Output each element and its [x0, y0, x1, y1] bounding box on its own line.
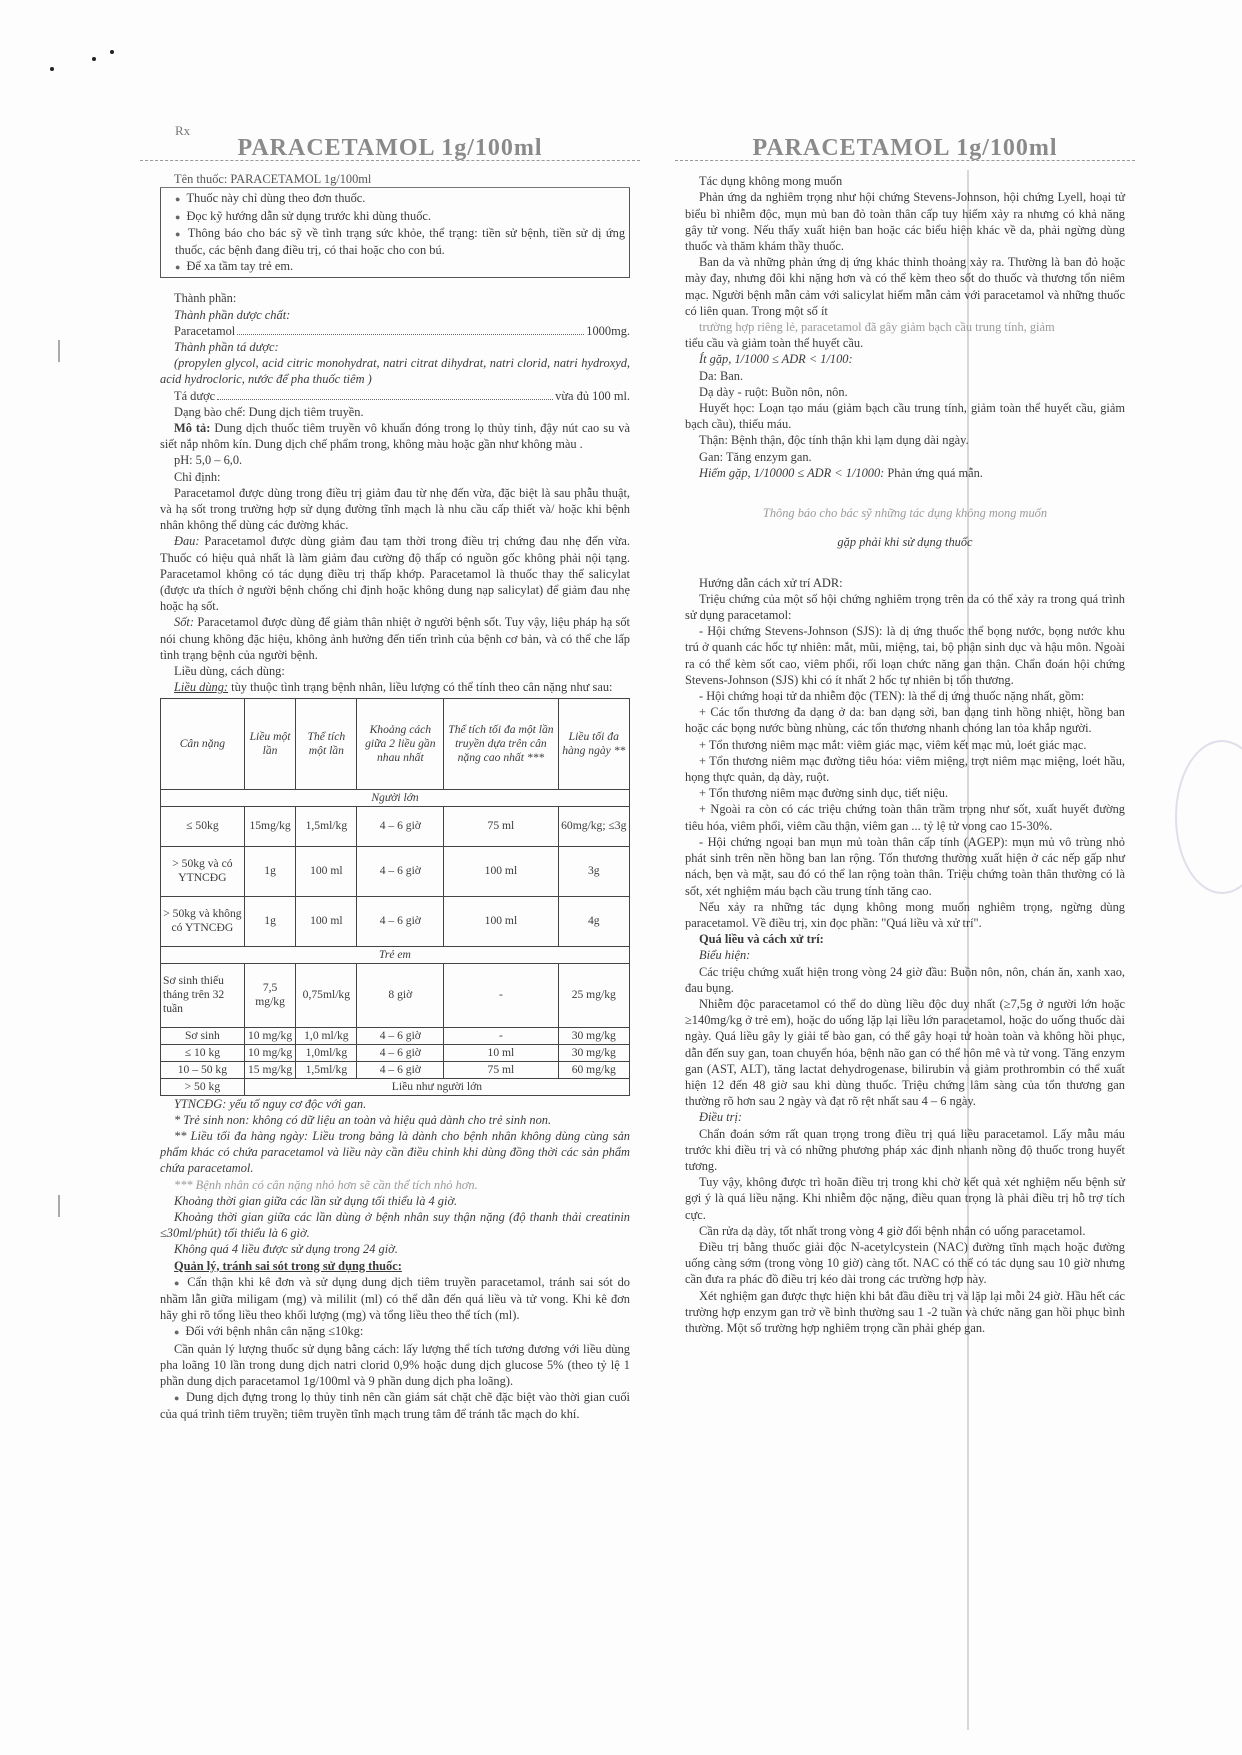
signs-paragraph: Nhiễm độc paracetamol có thể do dùng liều độc duy nhất (≥7,5g ở người lớn hoặc ≥140mg/kg ở trẻ em), hoặc do uống lặp lại liều lớn paracetamol, hoặc do uống thuốc dài ngày. Quá liều gây ly giải tế bào gan, có thể gây hoại tử hoàn toàn và không hồi phục, dẫn đến suy gan, toan chuyển hóa, bệnh não gan có thể hôn mê và tử vong. Tăng enzym gan (AST, ALT), tăng lactat dehydrogenase, bilirubin và giảm prothrombin có thể xuất hiện 12 đến 48 giờ sau khi dùng thuốc. Triệu chứng lâm sàng của tổn thương gan thường rõ hơn sau 2 ngày và đạt rõ rệt nhất sau 4 – 6 ngày.: [685, 996, 1125, 1109]
signs-label: Biểu hiện:: [699, 948, 751, 963]
excipient-list: (propylen glycol, acid citric monohydrat, natri citrat dihydrat, natri clorid, natri hydroxyd, acid hydrocloric, nước để pha thuốc tiêm ): [160, 356, 630, 387]
overdose-heading: Quá liều và cách xử trí:: [699, 932, 824, 947]
table-note: Khoảng thời gian giữa các lần sử dụng tối thiểu là 4 giờ.: [174, 1193, 458, 1208]
table-note: YTNCĐG: yếu tố nguy cơ độc với gan.: [174, 1096, 367, 1111]
adr-paragraph: Ban da và những phản ứng dị ứng khác thỉnh thoảng xảy ra. Thường là ban đỏ hoặc mày đay, nhưng đôi khi nặng hơn và có thể kèm theo sốt do thuốc và thương tổn niêm mạc. Người bệnh mẫn cảm với salicylat hiếm mẫn cảm với paracetamol và những thuốc có liên quan. Trong một số ít: [685, 255, 1125, 318]
treatment-paragraph: Cần rửa dạ dày, tốt nhất trong vòng 4 giờ đối bệnh nhân có uống paracetamol.: [699, 1223, 1086, 1238]
scan-specks: [50, 45, 120, 85]
table-row: > 50kg và không có YTNCĐG 1g 100 ml 4 – 6 giờ 100 ml 4g: [161, 896, 630, 946]
indications-text: Paracetamol được dùng trong điều trị giảm đau từ nhẹ đến vừa, đặc biệt là sau phẫu thuật, và hạ sốt trong trường hợp sử dụng đường tĩnh mạch là nhu cầu cấp thiết và/ hoặc khi bệnh nhân không thể dùng các đường khác.: [160, 485, 630, 533]
bullet-icon: ●: [175, 211, 181, 222]
table-group-row: Trẻ em: [161, 946, 630, 963]
table-note: * Trẻ sinh non: không có dữ liệu an toàn và hiệu quả dành cho trẻ sinh non.: [174, 1112, 552, 1127]
table-row: ≤ 10 kg 10 mg/kg 1,0ml/kg 4 – 6 giờ 10 ml 30 mg/kg: [161, 1044, 630, 1061]
bullet-icon: ●: [174, 1327, 180, 1338]
drug-name: Tên thuốc: PARACETAMOL 1g/100ml: [160, 171, 630, 188]
excipient-heading: Thành phần tá dược:: [174, 340, 279, 355]
treatment-paragraph: Tuy vậy, không được trì hoãn điều trị trong khi chờ kết quả xét nghiệm nếu bệnh sử gợi ý là quá liều nặng. Khi nhiễm độc nặng, điều quan trọng là phải điều trị hỗ trợ tích cực.: [685, 1175, 1125, 1222]
table-row: 10 – 50 kg 15 mg/kg 1,5ml/kg 4 – 6 giờ 75 ml 60 mg/kg: [161, 1061, 630, 1078]
adr-heading: Tác dụng không mong muốn: [699, 174, 843, 189]
management-item: ● Đối với bệnh nhân cân nặng ≤10kg:: [174, 1324, 364, 1339]
uncommon-label: Ít gặp, 1/1000 ≤ ADR < 1/100:: [699, 352, 853, 367]
warning-item: ● Thông báo cho bác sỹ về tình trạng sức khỏe, thể trạng: tiền sử bệnh, tiền sử dị ứng thuốc, các bệnh đang điều trị, có thai hoặc cho con bú.: [175, 225, 626, 258]
bullet-icon: ●: [175, 228, 182, 239]
active-heading: Thành phần dược chất:: [174, 307, 291, 322]
table-row: > 50 kg Liều như người lớn: [161, 1078, 630, 1095]
treatment-paragraph: Điều trị bằng thuốc giải độc N-acetylcystein (NAC) đường tĩnh mạch hoặc đường uống càng sớm (trong vòng 10 giờ) càng tốt. NAC có thể có tác dụng sau 10 giờ nhưng cần đưa ra phác đồ điều trị kéo dài trong các trường hợp này.: [685, 1239, 1125, 1287]
table-row: > 50kg và có YTNCĐG 1g 100 ml 4 – 6 giờ 100 ml 3g: [161, 846, 630, 896]
fever-text: Sốt: Paracetamol được dùng để giảm thân nhiệt ở người bệnh sốt. Tuy vậy, liệu pháp hạ sốt nói chung không đặc hiệu, không ảnh hưởng đến tiến trình của bệnh cơ bản, và có thể che lấp tình trạng bệnh của người bệnh.: [160, 615, 630, 662]
adr-paragraph-faint: trường hợp riêng lẻ, paracetamol đã gây giảm bạch cầu trung tính, giảm: [699, 320, 1055, 335]
treatment-paragraph: Chẩn đoán sớm rất quan trọng trong điều trị quá liều paracetamol. Lấy mẫu máu trước khi điều trị và có những phương pháp xác định nhanh nồng độ thuốc trong huyết tương.: [685, 1126, 1125, 1173]
rare-row: Hiếm gặp, 1/10000 ≤ ADR < 1/1000: Phản ứng quá mẫn.: [699, 465, 983, 480]
adr-management-intro: Triệu chứng của một số hội chứng nghiêm trọng trên da có thể xảy ra trong quá trình sử dụng paracetamol:: [685, 591, 1125, 623]
dosage-form: Dạng bào chế: Dung dịch tiêm truyền.: [174, 404, 364, 419]
uncommon-item: Dạ dày - ruột: Buồn nôn, nôn.: [699, 384, 848, 399]
table-row: Sơ sinh 10 mg/kg 1,0 ml/kg 4 – 6 giờ - 30 mg/kg: [161, 1027, 630, 1044]
active-ingredient-row: Paracetamol 1000mg.: [174, 323, 630, 338]
ph-value: pH: 5,0 – 6,0.: [174, 453, 243, 468]
table-header: Thể tích tối đa một lần truyền dựa trên cân nặng cao nhất ***: [444, 698, 558, 789]
left-column: [160, 135, 630, 1423]
adr-paragraph: Phản ứng da nghiêm trọng như hội chứng Stevens-Johnson, hội chứng Lyell, hoại tử biểu bì nhiễm độc, mụn mủ ban đỏ toàn thân cấp tuy hiếm xảy ra nhưng có khả năng gây tử vong. Nếu thấy xuất hiện ban hoặc các biểu hiện khác về da, phải ngừng dùng thuốc và thăm khám thầy thuốc.: [685, 190, 1125, 254]
excipient-row: Tá dược vừa đủ 100 ml.: [174, 388, 630, 403]
bullet-icon: ●: [175, 262, 181, 273]
sjs-text: - Hội chứng Stevens-Johnson (SJS): là dị ứng thuốc thể bọng nước, bọng nước khu trú ở quanh các hốc tự nhiên: mắt, mũi, miệng, tai, bộ phận sinh dục và hậu môn. Ngoài ra có thể kèm sốt cao, viêm phổi, rối loạn chức năng gan thận. Chẩn đoán hội chứng Stevens-Johnson (SJS) khi có ít nhất 2 hốc tự nhiên bị tổn thương.: [685, 624, 1125, 687]
description: Mô tả: Dung dịch thuốc tiêm truyền vô khuẩn đóng trong lọ thủy tinh, đậy nút cao su và siết nắp nhôm kín. Dung dịch chế phẩm trong, không màu hoặc gần như không màu .: [160, 421, 630, 452]
stop-text: Nếu xảy ra những tác dụng không mong muốn nghiêm trọng, ngừng dùng paracetamol. Về điều trị, xin đọc phần: "Quá liều và xử trí".: [685, 899, 1125, 930]
warning-item: ● Thuốc này chỉ dùng theo đơn thuốc.: [175, 191, 366, 206]
table-row: Sơ sinh thiếu tháng trên 32 tuần 7,5 mg/kg 0,75ml/kg 8 giờ - 25 mg/kg: [161, 963, 630, 1027]
uncommon-item: Thận: Bệnh thận, độc tính thận khi lạm dụng dài ngày.: [699, 433, 969, 448]
scan-speck: [92, 57, 96, 61]
table-header: Liều tối đa hàng ngày **: [558, 698, 630, 789]
ten-item: + Ngoài ra còn có các triệu chứng toàn thân trầm trọng như sốt, xuất huyết đường tiêu hóa, viêm phổi, viêm cầu thận, viêm gan ... tỷ lệ tử vong cao 15-30%.: [685, 802, 1125, 833]
table-note: ** Liều tối đa hàng ngày: Liều trong bảng là dành cho bệnh nhân không dùng cùng sản phẩm khác có chứa paracetamol và liều này cần điều chỉnh khi dùng đồng thời các sản phẩm chứa paracetamol.: [160, 1128, 630, 1176]
treatment-paragraph: Xét nghiệm gan được thực hiện khi bắt đầu điều trị và lặp lại mỗi 24 giờ. Hầu hết các trường hợp enzym gan trở về bình thường sau 1 -2 tuần và chức năng gan hồi phục bình thường. Một số trường hợp nghiêm trọng cần phải ghép gan.: [685, 1288, 1125, 1335]
treatment-label: Điều trị:: [699, 1110, 743, 1125]
management-heading: Quản lý, tránh sai sót trong sử dụng thuốc:: [174, 1258, 402, 1273]
table-header: Liều một lần: [244, 698, 296, 789]
management-item: ● Cẩn thận khi kê đơn và sử dụng dung dịch tiêm truyền paracetamol, tránh sai sót do nhầm lẫn giữa miligam (mg) và mililit (ml) có thể dẫn đến quá liều và tử vong. Khi kê đơn hãy ghi rõ tổng liều theo khối lượng (mg) và tổng liều theo thể tích (ml).: [160, 1274, 630, 1323]
uncommon-item: Huyết học: Loạn tạo máu (giảm bạch cầu trung tính, giảm toàn thể huyết cầu, giảm bạch cầu), thiếu máu.: [685, 401, 1125, 432]
scan-speck: [110, 50, 114, 54]
table-row: ≤ 50kg 15mg/kg 1,5ml/kg 4 – 6 giờ 75 ml 60mg/kg; ≤3g: [161, 806, 630, 846]
table-note: Không quá 4 liều được sử dụng trong 24 giờ.: [174, 1242, 398, 1257]
table-header-row: [161, 698, 630, 789]
uncommon-item: Gan: Tăng enzym gan.: [699, 449, 812, 464]
dosage-heading: Liều dùng, cách dùng:: [174, 664, 285, 679]
table-header: Khoảng cách giữa 2 liều gần nhau nhất: [357, 698, 444, 789]
indications-heading: Chỉ định:: [174, 469, 221, 484]
dosage-table: [160, 698, 630, 1096]
page-title-right: PARACETAMOL 1g/100ml: [675, 140, 1135, 161]
scan-mark: [58, 340, 60, 362]
bullet-icon: ●: [174, 1393, 180, 1404]
notice-line: gặp phải khi sử dụng thuốc: [837, 535, 973, 550]
management-detail: Cần quản lý lượng thuốc sử dụng bằng cách: lấy lượng thể tích tương đương với liều dùng pha loãng 10 lần trong dung dịch natri clorid 0,9% hoặc dung dịch glucose 5% (theo tỷ lệ 1 phần dung dịch paracetamol 1g/100ml và 9 phần dung dịch pha loãng).: [160, 1341, 630, 1388]
table-note: *** Bệnh nhân có cân nặng nhỏ hơn sẽ cần thể tích nhỏ hơn.: [174, 1177, 478, 1192]
dosage-text: Liều dùng: tùy thuộc tình trạng bệnh nhân, liều lượng có thể tính theo cân nặng như sau:: [174, 680, 613, 695]
table-note: Khoảng thời gian giữa các lần dùng ở bệnh nhân suy thận nặng (độ thanh thải creatinin ≤30ml/phút) tối thiểu là 6 giờ.: [160, 1209, 630, 1241]
page-title-left: PARACETAMOL 1g/100ml: [140, 140, 640, 161]
stamp-mark: [1175, 740, 1242, 894]
pain-text: Đau: Paracetamol được dùng giảm đau tạm thời trong điều trị chứng đau nhẹ đến vừa. Thuốc có hiệu quả nhất là làm giảm đau cường độ thấp có nguồn gốc không phải nội tạng. Paracetamol không có tác dụng điều trị thấp khớp. Paracetamol là thuốc thay thế salicylat (được ưa thích ở người bệnh chống chỉ định hoặc không dung nạp salicylat) để giảm đau nhẹ hoặc hạ sốt.: [160, 534, 630, 614]
warning-item: ● Đọc kỹ hướng dẫn sử dụng trước khi dùng thuốc.: [175, 208, 431, 223]
bullet-icon: ●: [175, 194, 181, 205]
table-header: Cân nặng: [161, 698, 245, 789]
ten-item: + Tổn thương niêm mạc đường tiêu hóa: viêm miệng, trợt niêm mạc miệng, loét hầu, họng thực quản, dạ dày, ruột.: [685, 753, 1125, 785]
notice-line: Thông báo cho bác sỹ những tác dụng không mong muốn: [762, 506, 1048, 521]
ten-item: + Tổn thương niêm mạc đường sinh dục, tiết niệu.: [699, 786, 949, 801]
composition-heading: Thành phần:: [174, 291, 237, 306]
warning-box: [160, 188, 630, 278]
scan-mark: [58, 1195, 60, 1217]
scan-speck: [50, 67, 54, 71]
table-group-row: Người lớn: [161, 789, 630, 806]
ten-text: - Hội chứng hoại tử da nhiễm độc (TEN): là thể dị ứng thuốc nặng nhất, gồm:: [699, 689, 1085, 704]
management-item: ● Dung dịch đựng trong lọ thủy tinh nên cần giám sát chặt chẽ đặc biệt vào thời gian cuối của quá trình tiêm truyền; tiêm truyền tĩnh mạch trung tâm để tránh tắc mạch do khí.: [160, 1390, 630, 1422]
ten-item: + Tổn thương niêm mạc mắt: viêm giác mạc, viêm kết mạc mủ, loét giác mạc.: [699, 737, 1087, 752]
adr-paragraph-end: tiểu cầu và giảm toàn thể huyết cầu.: [685, 336, 864, 351]
right-column: [685, 135, 1125, 1336]
ten-item: + Các tổn thương đa dạng ở da: ban dạng sởi, ban dạng tinh hồng nhiệt, hồng ban hoặc các bọng nước bùng nhùng, các tổn thương nhanh chóng lan tỏa khắp người.: [685, 705, 1125, 736]
adr-management-heading: Hướng dẫn cách xử trí ADR:: [699, 575, 843, 590]
bullet-icon: ●: [174, 1277, 182, 1288]
table-header: Thể tích một lần: [296, 698, 357, 789]
agep-text: - Hội chứng ngoại ban mụn mủ toàn thân cấp tính (AGEP): mụn mủ vô trùng nhỏ phát sinh trên nền hồng ban lan rộng. Tổn thương thường xuất hiện ở các nếp gấp như nách, bẹn và mặt, sau đó có thể lan rộng toàn thân. Triệu chứng toàn thân thường có là sốt, xét nghiệm máu bạch cầu trung tính tăng cao.: [685, 834, 1125, 898]
signs-paragraph: Các triệu chứng xuất hiện trong vòng 24 giờ đầu: Buồn nôn, nôn, chán ăn, xanh xao, đau bụng.: [685, 964, 1125, 995]
rx-mark: Rx: [175, 123, 191, 138]
warning-item: ● Để xa tầm tay trẻ em.: [175, 259, 294, 274]
uncommon-item: Da: Ban.: [699, 368, 744, 383]
